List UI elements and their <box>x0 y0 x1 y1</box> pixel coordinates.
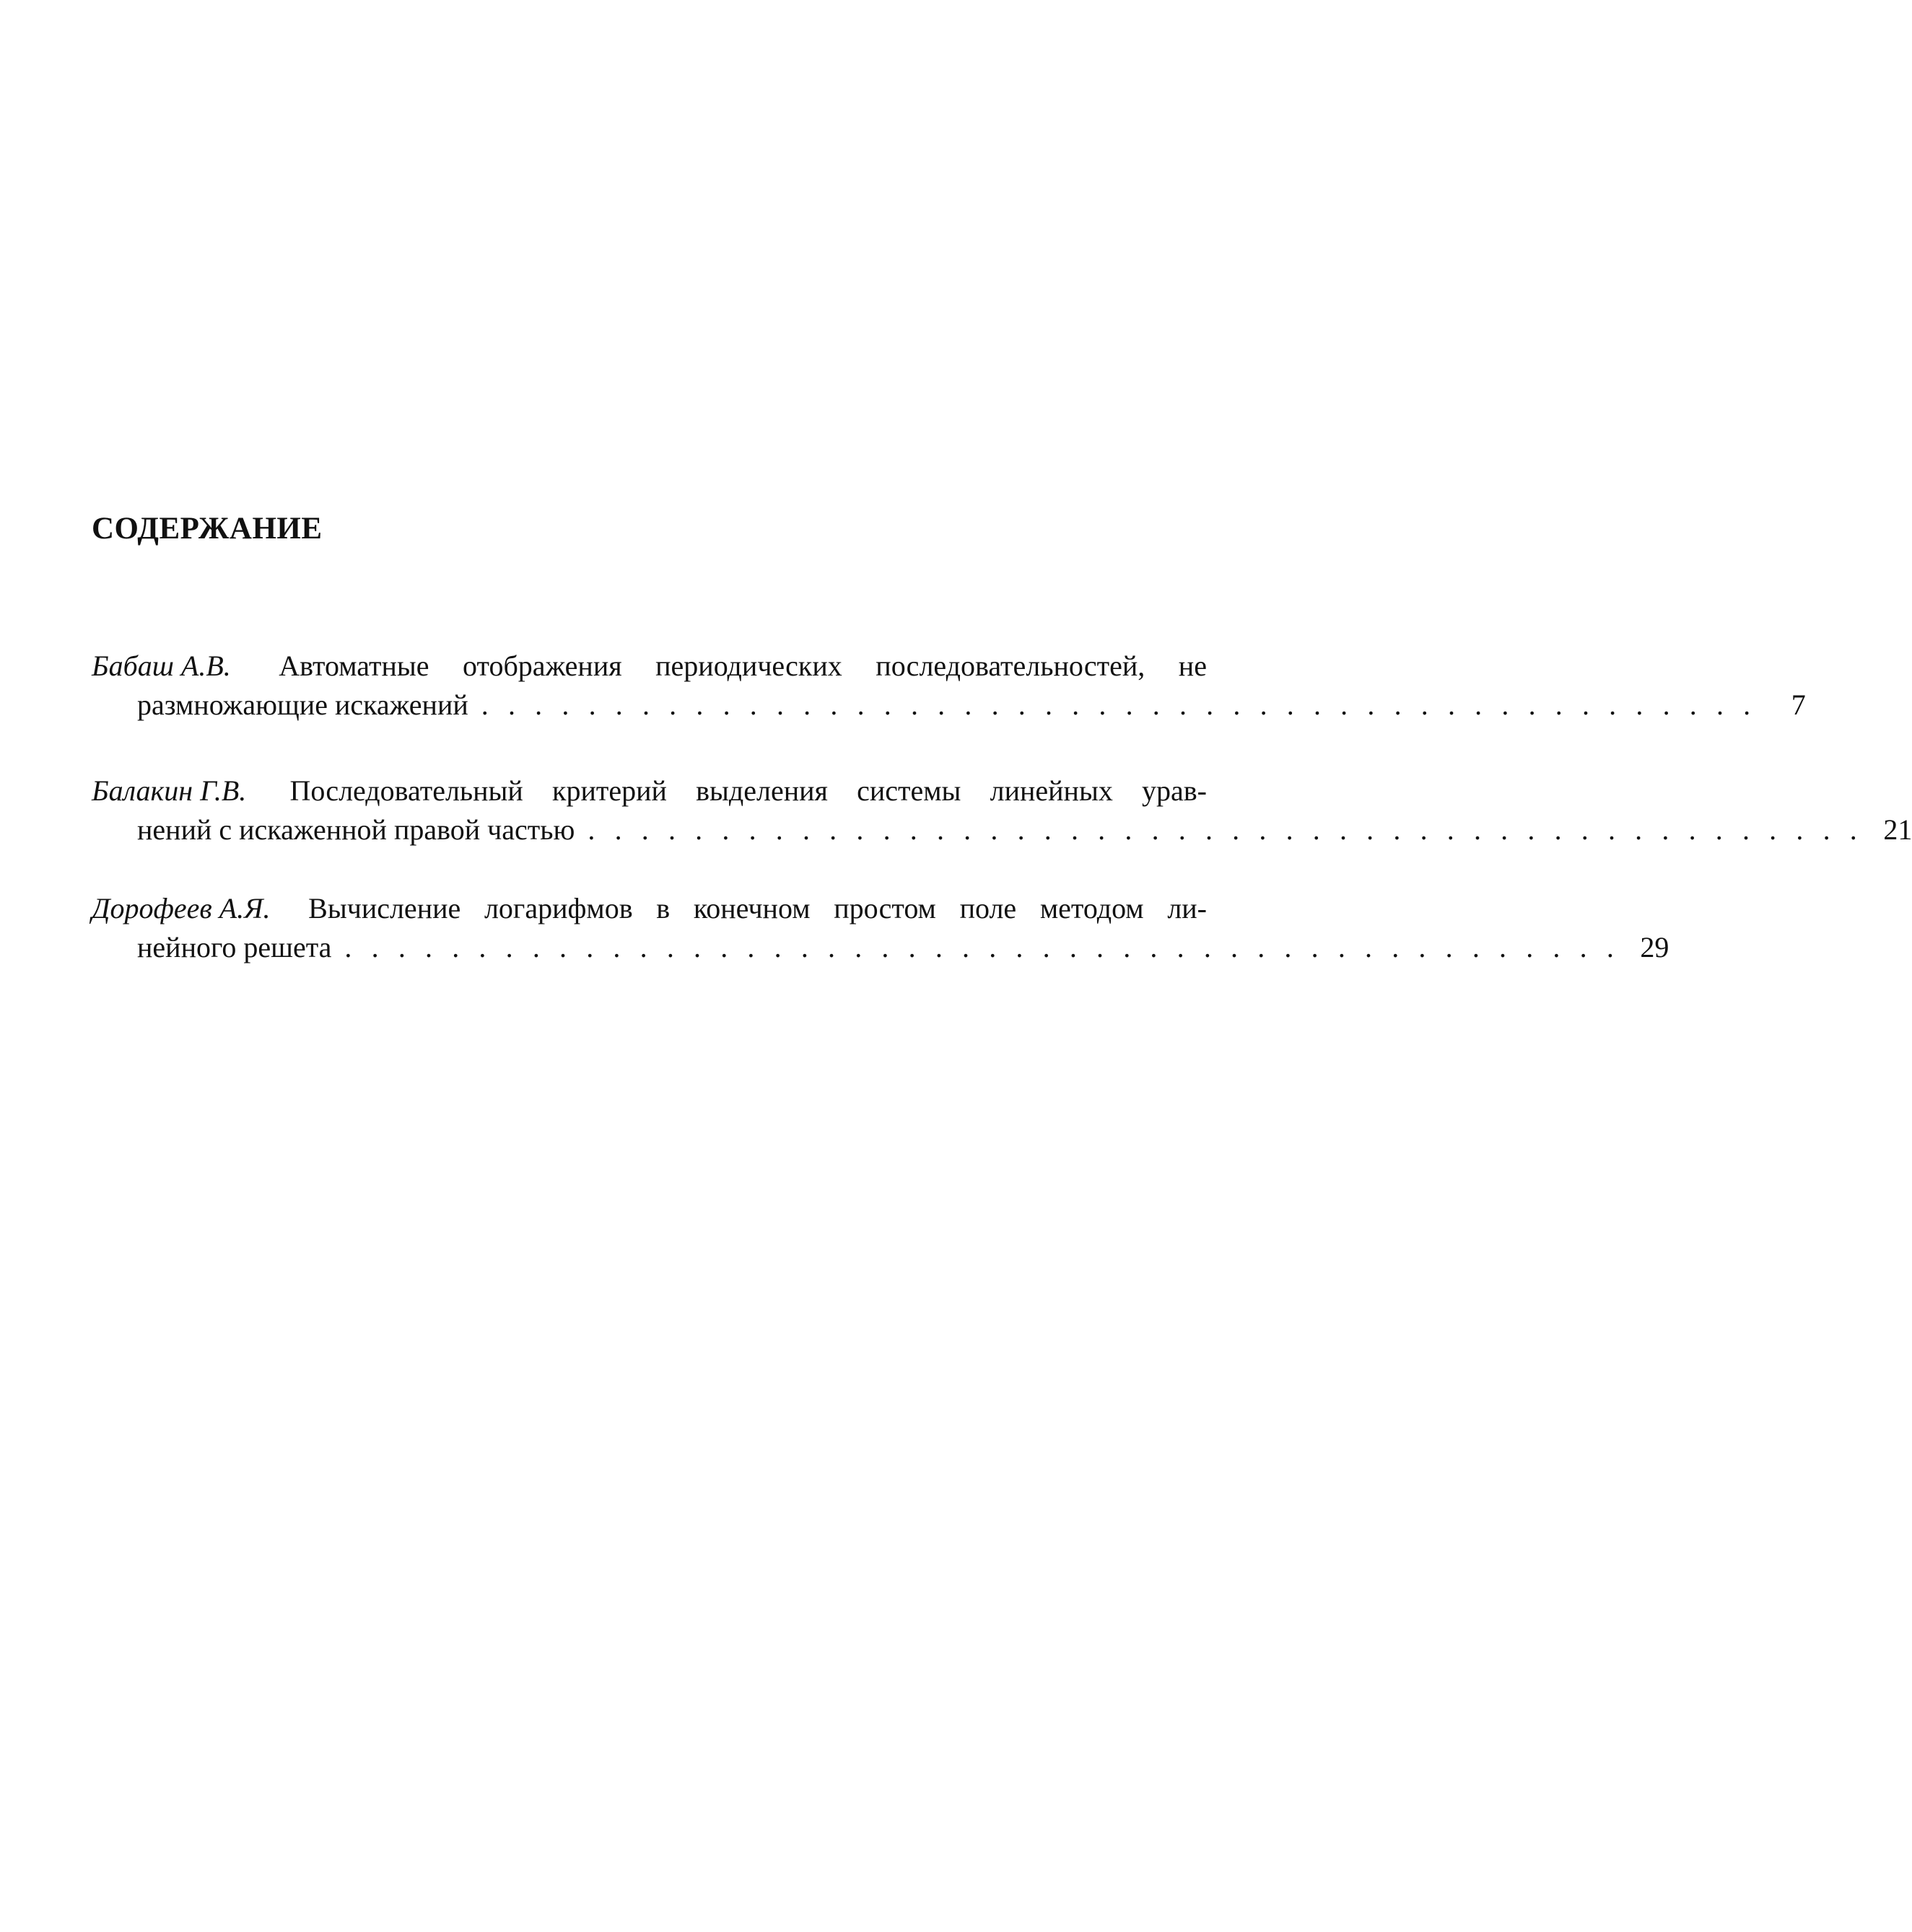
toc-entry[interactable] <box>92 647 1806 725</box>
title-word: системы <box>857 774 961 807</box>
title-word: урав- <box>1142 774 1207 807</box>
title-word: Последовательный <box>289 774 523 807</box>
title-word: логарифмов <box>484 892 633 925</box>
title-word: не <box>1178 650 1207 682</box>
entry-title-cont: нейного решета <box>137 931 332 963</box>
leader-dots: . . . . . . . . . . . . . . . . . . . . . . . . . . . . . . . . . . . . . . . . . . . . . . . . <box>344 931 1620 963</box>
title-word: линейных <box>990 774 1113 807</box>
page-number: 29 <box>1640 931 1669 963</box>
toc-heading: СОДЕРЖАНИЕ <box>92 512 323 546</box>
toc-entry[interactable] <box>92 889 1669 967</box>
title-word: критерий <box>552 774 667 807</box>
title-word: в <box>656 892 671 925</box>
title-word: методом <box>1039 892 1144 925</box>
page-number: 21 <box>1883 813 1912 846</box>
title-word: отображения <box>463 650 622 682</box>
title-word: конечном <box>693 892 811 925</box>
title-word: простом <box>834 892 936 925</box>
entry-title-line2 <box>92 686 1806 725</box>
title-word: поле <box>959 892 1017 925</box>
entry-authors: Бабаш А.В. <box>92 650 231 682</box>
title-word: ли- <box>1167 892 1207 925</box>
page-number: 7 <box>1791 689 1806 721</box>
entry-title-line2 <box>92 810 1912 849</box>
entry-title-cont: нений с искаженной правой частью <box>137 813 575 846</box>
leader-dots: . . . . . . . . . . . . . . . . . . . . . . . . . . . . . . . . . . . . . . . . . . . . . . . . <box>588 813 1864 846</box>
leader-dots: . . . . . . . . . . . . . . . . . . . . . . . . . . . . . . . . . . . . . . . . . . . . . . . . <box>481 689 1757 721</box>
entry-authors: Балакин Г.В. <box>92 774 247 807</box>
title-word: Вычисление <box>308 892 461 925</box>
toc-entry[interactable] <box>92 772 1912 849</box>
entry-title-cont: размножающие искажений <box>137 689 468 721</box>
entry-authors: Дорофеев А.Я. <box>92 892 271 925</box>
entry-title-line1 <box>92 889 1207 928</box>
title-word: Автоматные <box>279 650 429 682</box>
entry-title-line2 <box>92 928 1669 967</box>
title-word: периодических <box>655 650 842 682</box>
title-word: выделения <box>696 774 828 807</box>
entry-title-line1 <box>92 647 1207 686</box>
title-word: последовательностей, <box>876 650 1145 682</box>
entry-title-line1 <box>92 772 1207 810</box>
